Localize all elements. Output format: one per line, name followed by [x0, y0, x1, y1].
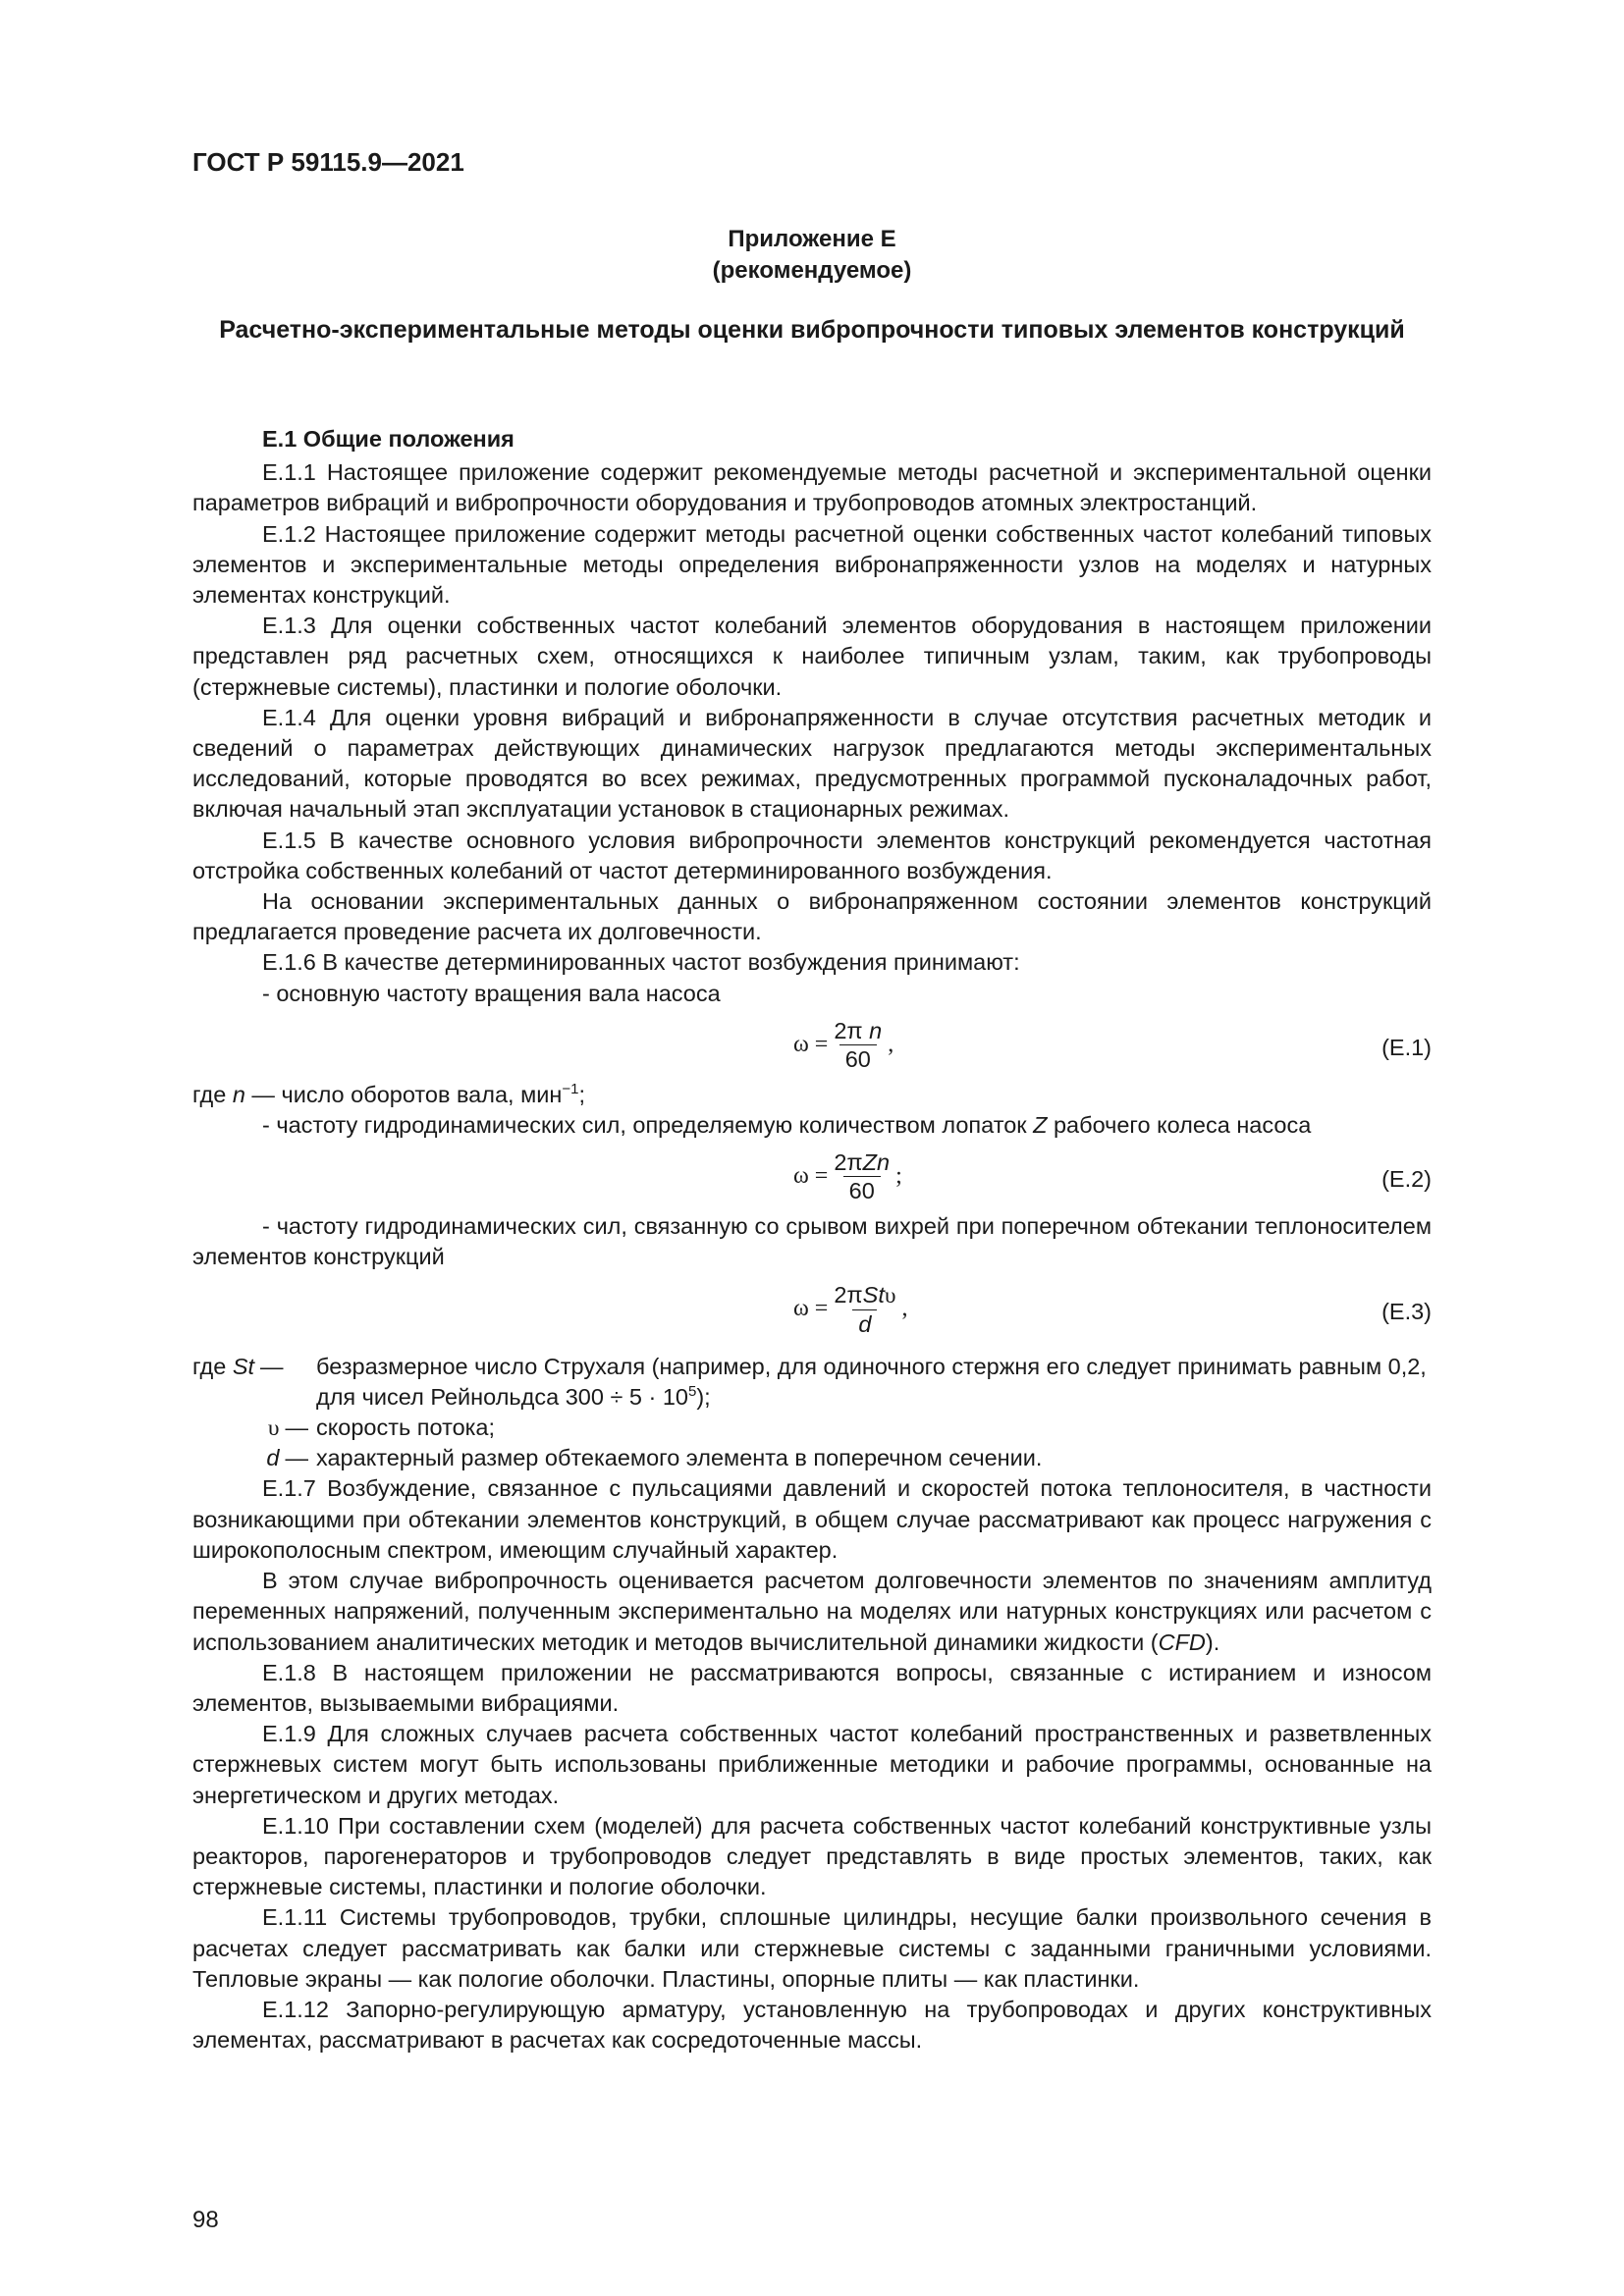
paragraph-e1-11: Е.1.11 Системы трубопроводов, трубки, сплошные цилиндры, несущие балки произвольного сечения в расчетах следует рассматривать как балки или стержневые системы с заданными граничными условиями. Тепловые экраны — как пологие оболочки. Пластины, опорные плиты — как пластинки. — [192, 1904, 1432, 1992]
document-code: ГОСТ Р 59115.9—2021 — [192, 147, 464, 177]
paragraph-e1-5: Е.1.5 В качестве основного условия вибропрочности элементов конструкций рекомендуется частотная отстройка собственных колебаний от частот детерминированного возбуждения. — [192, 827, 1432, 883]
paragraph-e1-10: Е.1.10 При составлении схем (моделей) для расчета собственных частот колебаний конструктивные узлы реакторов, парогенераторов и трубопроводов следует представлять в виде простых элементов, таких, как стержневые системы, пластинки и пологие оболочки. — [192, 1812, 1432, 1900]
paragraph-lifetime: На основании экспериментальных данных о вибронапряженном состоянии элементов конструкций предлагается проведение расчета их долговечности. — [192, 888, 1432, 945]
paragraph-e1-3: Е.1.3 Для оценки собственных частот колебаний элементов оборудования в настоящем приложении представлен ряд расчетных схем, относящихся к наиболее типичным узлам, таким, как трубопроводы (стержневые системы), пластинки и пологие оболочки. — [192, 613, 1432, 700]
fraction — [830, 1148, 893, 1204]
list-item-hydrodynamic-frequency: - частоту гидродинамических сил, определяемую количеством лопаток Z рабочего колеса насоса — [262, 1112, 1312, 1139]
list-item-vortex-frequency: - частоту гидродинамических сил, связанную со срывом вихрей при поперечном обтекании теплоносителем элементов конструкций — [192, 1213, 1432, 1270]
fraction — [830, 1281, 899, 1338]
paragraph-e1-7: Е.1.7 Возбуждение, связанное с пульсациями давлений и скоростей потока теплоносителя, в частности возникающими при обтекании элементов конструкций, в общем случае рассматривают как процесс нагружения с широкополосным спектром, имеющим случайный характер. — [192, 1475, 1432, 1563]
definition-symbol: где St — — [192, 1353, 284, 1379]
formula-e2 — [192, 1141, 1432, 1211]
formula-e3-expression — [793, 1281, 908, 1338]
formula-trail: , — [901, 1296, 908, 1322]
annex-title: Расчетно-экспериментальные методы оценки вибропрочности типовых элементов конструкций — [219, 316, 1405, 344]
formula-lhs: ω = — [793, 1031, 829, 1057]
where-n-definition: где n — число оборотов вала, мин$^{-1}$; — [192, 1081, 585, 1107]
formula-e1 — [192, 1009, 1432, 1080]
formula-trail: , — [888, 1031, 894, 1057]
formula-e3 — [192, 1273, 1432, 1352]
formula-e2-expression — [793, 1148, 902, 1204]
definition-velocity — [192, 1413, 1432, 1443]
denominator: 60 — [843, 1176, 881, 1204]
paragraph-e1-6: Е.1.6 В качестве детерминированных частот возбуждения принимают: — [262, 949, 1020, 976]
definition-symbol: υ — — [267, 1415, 308, 1442]
formula-number: (Е.2) — [1381, 1166, 1432, 1193]
paragraph-e1-8: Е.1.8 В настоящем приложении не рассматриваются вопросы, связанные с истиранием и износом элементов, вызываемыми вибрациями. — [192, 1659, 1432, 1716]
numerator: 2πZn — [834, 1149, 891, 1176]
formula-number: (Е.1) — [1381, 1034, 1432, 1060]
denominator: d — [852, 1309, 877, 1338]
numerator: 2πStυ — [834, 1281, 896, 1308]
numerator: 2π n — [834, 1017, 883, 1043]
document-body — [192, 424, 1432, 2056]
paragraph-e1-9: Е.1.9 Для сложных случаев расчета собственных частот колебаний пространственных и разветвленных стержневых систем могут быть использованы приближенные методики и рабочие программы, основанные на энергетическом и других методах. — [192, 1721, 1432, 1808]
formula-e1-expression — [793, 1017, 893, 1073]
annex-status: (рекомендуемое) — [712, 257, 912, 284]
definition-text: скорость потока; — [316, 1415, 496, 1441]
annex-heading — [192, 224, 1432, 287]
paragraph-random-loading: В этом случае вибропрочность оценивается расчетом долговечности элементов по значениям амплитуд переменных напряжений, полученным экспериментально на моделях или натурных конструкциях или расчетом с использованием аналитических методик и методов вычислительной динамики жидкости (CFD). — [192, 1568, 1432, 1655]
definition-symbol: d — — [266, 1445, 308, 1471]
definition-text: характерный размер обтекаемого элемента в поперечном сечении. — [316, 1445, 1043, 1471]
paragraph-e1-2: Е.1.2 Настоящее приложение содержит методы расчетной оценки собственных частот колебаний типовых элементов и экспериментальные методы определения вибронапряженности узлов на моделях и натурных элементах конструкций. — [192, 520, 1432, 609]
formula-number: (Е.3) — [1381, 1298, 1432, 1324]
definition-strouhal — [192, 1352, 1432, 1413]
annex-name: Приложение Е — [728, 226, 896, 252]
paragraph-e1-12: Е.1.12 Запорно-регулирующую арматуру, установленную на трубопроводах и других конструктивных элементах, рассматривают в расчетах как сосредоточенные массы. — [192, 1996, 1432, 2054]
formula-trail: ; — [895, 1163, 902, 1190]
definition-text: безразмерное число Струхаля (например, для одиночного стержня его следует принимать равным 0,2, для чисел Рейнольдса $300 \div 5 \cdot 10^5$); — [316, 1353, 1427, 1410]
formula-lhs: ω = — [793, 1163, 829, 1190]
formula-lhs: ω = — [793, 1296, 829, 1322]
list-item-shaft-frequency: - основную частоту вращения вала насоса — [262, 980, 721, 1006]
denominator: 60 — [839, 1044, 877, 1073]
definition-size — [192, 1443, 1432, 1473]
paragraph-e1-4: Е.1.4 Для оценки уровня вибраций и вибронапряженности в случае отсутствия расчетных методик и сведений о параметрах действующих динамических нагрузок предлагаются методы экспериментальных исследований, которые проводятся во всех режимах, предусмотренных программой пусконаладочных работ, включая начальный этап эксплуатации установок в стационарных режимах. — [192, 704, 1432, 823]
page-number: 98 — [192, 2207, 219, 2233]
paragraph-e1-1: Е.1.1 Настоящее приложение содержит рекомендуемые методы расчетной и экспериментальной оценки параметров вибраций и вибропрочности оборудования и трубопроводов атомных электростанций. — [192, 459, 1432, 516]
fraction — [830, 1017, 886, 1073]
section-title: Е.1 Общие положения — [262, 426, 514, 452]
